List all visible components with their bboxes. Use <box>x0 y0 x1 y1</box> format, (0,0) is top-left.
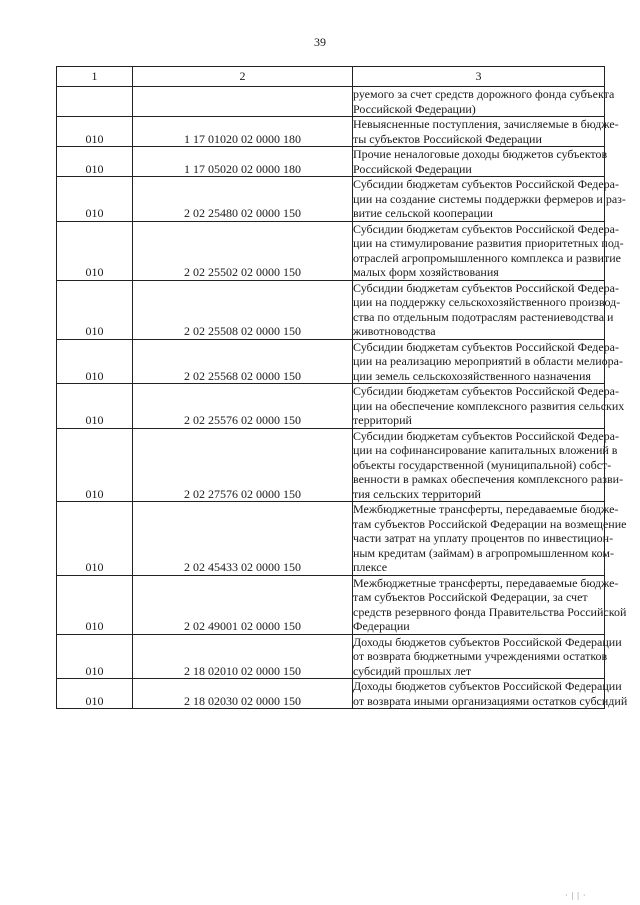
description-line: ции на создание системы поддержки фермеров и раз- <box>353 191 626 206</box>
income-description-cell <box>353 280 621 339</box>
page-number: 39 <box>314 35 326 49</box>
budget-classification-code-cell: 2 02 25576 02 0000 150 <box>133 384 353 429</box>
description-line: там субъектов Российской Федерации, за счет <box>353 590 588 604</box>
description-line: Межбюджетные трансферты, передаваемые бюдже- <box>353 502 619 516</box>
table-row <box>57 502 605 576</box>
budget-classification-code-cell: 2 18 02010 02 0000 150 <box>133 634 353 679</box>
income-description-cell <box>353 428 624 502</box>
budget-classification-code-cell: 1 17 01020 02 0000 180 <box>133 117 353 147</box>
description-line: Доходы бюджетов субъектов Российской Федерации <box>353 679 622 693</box>
description-line: отраслей агропромышленного комплекса и развитие <box>353 250 621 265</box>
description-line: ции на стимулирование развития приоритетных под- <box>353 236 624 250</box>
admin-code-cell: 010 <box>57 679 133 709</box>
description-line: малых форм хозяйствования <box>353 265 499 279</box>
table-body <box>57 87 628 709</box>
description-line: Федерации <box>353 619 410 633</box>
description-line: ции на реализацию мероприятий в области мелиора- <box>353 354 624 368</box>
admin-code-cell: 010 <box>57 221 133 280</box>
description-line: части затрат на уплату процентов по инвестицион- <box>353 531 614 545</box>
budget-classification-code-cell: 2 02 25480 02 0000 150 <box>133 177 353 222</box>
table-row <box>57 221 605 280</box>
budget-classification-code-cell: 2 02 25502 02 0000 150 <box>133 221 353 280</box>
income-description-cell <box>353 502 627 576</box>
description-line: ным кредитам (займам) в агропромышленном ком- <box>353 545 614 560</box>
admin-code-cell: 010 <box>57 177 133 222</box>
budget-classification-code-cell: 2 02 27576 02 0000 150 <box>133 428 353 502</box>
admin-code-cell: 010 <box>57 147 133 177</box>
admin-code-cell: 010 <box>57 384 133 429</box>
page-footer-mark: · | | · <box>565 891 587 900</box>
description-line: ции земель сельскохозяйственного назначения <box>353 368 591 383</box>
table-row <box>57 117 605 147</box>
admin-code-cell <box>57 87 133 117</box>
budget-classification-code-cell: 2 02 25568 02 0000 150 <box>133 339 353 384</box>
description-line: ции на софинансирование капитальных вложений в <box>353 443 618 457</box>
table-row <box>57 575 605 634</box>
table-row <box>57 177 605 222</box>
budget-classification-code-cell: 2 18 02030 02 0000 150 <box>133 679 353 709</box>
table-row <box>57 339 605 384</box>
description-line: Российской Федерации <box>353 161 472 176</box>
admin-code-cell: 010 <box>57 575 133 634</box>
description-line: Невыясненные поступления, зачисляемые в бюдже- <box>353 117 619 131</box>
table-row <box>57 428 605 502</box>
admin-code-cell: 010 <box>57 339 133 384</box>
description-line: тия сельских территорий <box>353 486 481 501</box>
description-line: ты субъектов Российской Федерации <box>353 131 542 146</box>
column-header-1: 1 <box>57 67 133 87</box>
description-line: животноводства <box>353 324 436 338</box>
income-description-cell <box>353 679 628 709</box>
income-description-cell <box>353 339 624 384</box>
budget-classification-code-cell: 2 02 45433 02 0000 150 <box>133 502 353 576</box>
column-header-3: 3 <box>353 67 605 87</box>
description-line: Субсидии бюджетам субъектов Российской Федера- <box>353 339 619 354</box>
budget-classification-code-cell <box>133 87 353 117</box>
table-row <box>57 384 605 429</box>
description-line: Доходы бюджетов субъектов Российской Федерации <box>353 634 622 649</box>
description-line: территорий <box>353 413 412 427</box>
table-row <box>57 634 605 679</box>
description-line: плексе <box>353 560 388 574</box>
description-line: Российской Федерации) <box>353 101 476 116</box>
admin-code-cell: 010 <box>57 117 133 147</box>
column-header-2: 2 <box>133 67 353 87</box>
income-codes-table <box>56 66 628 709</box>
admin-code-cell: 010 <box>57 502 133 576</box>
description-line: Субсидии бюджетам субъектов Российской Федера- <box>353 428 619 443</box>
description-line: средств резервного фонда Правительства Российской <box>353 604 627 619</box>
income-description-cell <box>353 147 608 177</box>
income-description-cell <box>353 117 619 147</box>
description-line: Прочие неналоговые доходы бюджетов субъектов <box>353 147 608 161</box>
description-line: объекты государственной (муниципальной) собст- <box>353 457 612 472</box>
table-row <box>57 679 605 709</box>
table-header-row <box>57 67 605 87</box>
description-line: руемого за счет средств дорожного фонда субъекта <box>353 87 615 101</box>
budget-classification-code-cell: 1 17 05020 02 0000 180 <box>133 147 353 177</box>
table-row <box>57 147 605 177</box>
description-line: субсидий прошлых лет <box>353 663 472 678</box>
income-description-cell <box>353 384 625 429</box>
description-line: Межбюджетные трансферты, передаваемые бюдже- <box>353 575 619 590</box>
description-line: Субсидии бюджетам субъектов Российской Федера- <box>353 280 619 295</box>
income-description-cell <box>353 87 615 117</box>
description-line: ции на поддержку сельскохозяйственного производ- <box>353 295 621 309</box>
description-line: ства по отдельным подотраслям растениеводства и <box>353 309 614 324</box>
budget-classification-code-cell: 2 02 25508 02 0000 150 <box>133 280 353 339</box>
description-line: Субсидии бюджетам субъектов Российской Федера- <box>353 221 619 236</box>
description-line: там субъектов Российской Федерации на возмещение <box>353 516 627 531</box>
admin-code-cell: 010 <box>57 634 133 679</box>
table-row <box>57 280 605 339</box>
income-description-cell <box>353 634 622 679</box>
description-line: витие сельской кооперации <box>353 206 493 220</box>
description-line: от возврата бюджетными учреждениями остатков <box>353 649 608 663</box>
income-description-cell <box>353 221 624 280</box>
description-line: Субсидии бюджетам субъектов Российской Федера- <box>353 177 619 191</box>
admin-code-cell: 010 <box>57 280 133 339</box>
income-description-cell <box>353 177 626 222</box>
income-description-cell <box>353 575 627 634</box>
description-line: ции на обеспечение комплексного развития сельских <box>353 398 625 413</box>
admin-code-cell: 010 <box>57 428 133 502</box>
description-line: Субсидии бюджетам субъектов Российской Федера- <box>353 384 619 398</box>
description-line: венности в рамках обеспечения комплексного разви- <box>353 472 624 486</box>
budget-classification-code-cell: 2 02 49001 02 0000 150 <box>133 575 353 634</box>
table-row <box>57 87 605 117</box>
description-line: от возврата иными организациями остатков субсидий <box>353 693 628 708</box>
